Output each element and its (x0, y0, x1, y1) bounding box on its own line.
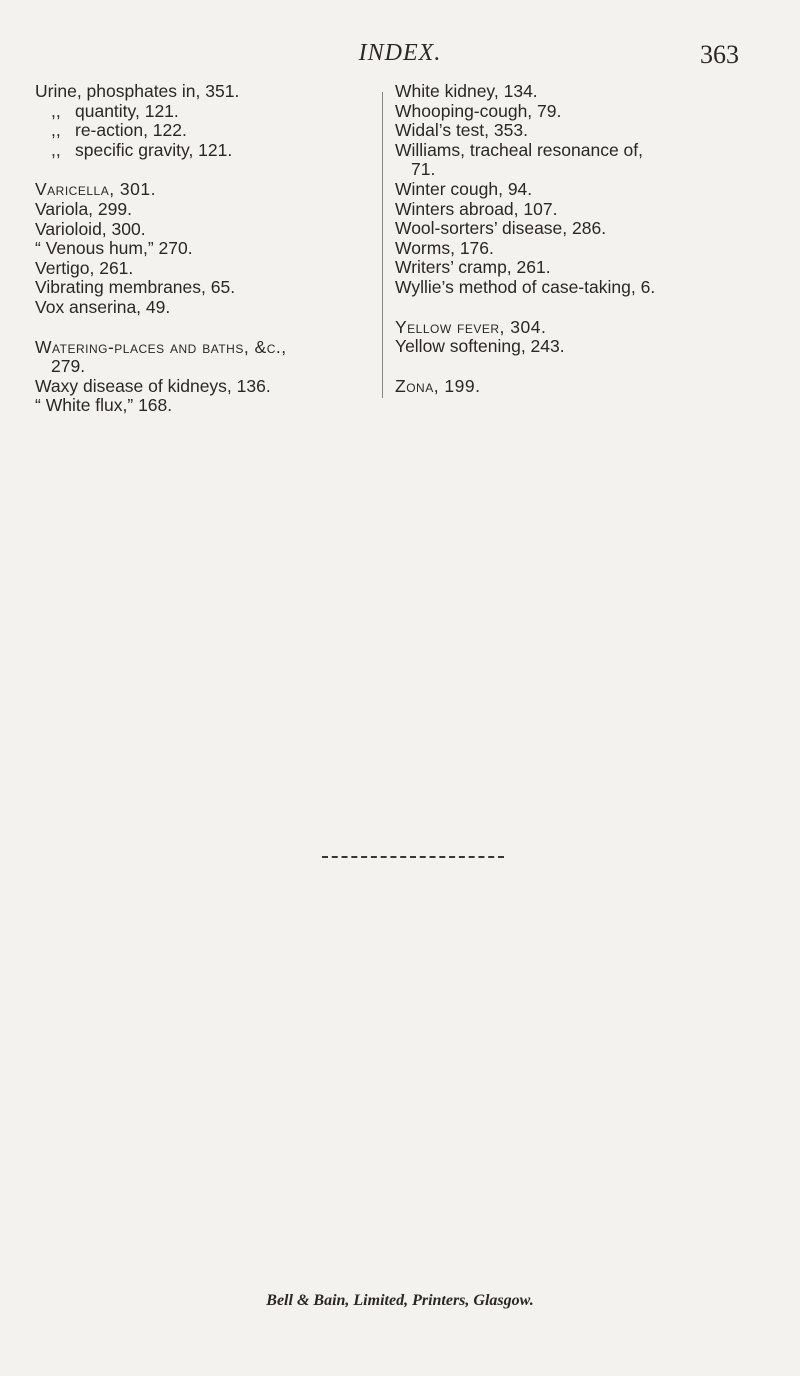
index-entry-continuation: 279. (51, 356, 86, 377)
column-divider (382, 92, 383, 398)
index-column-right (395, 82, 780, 396)
index-entry: Vertigo, 261. (35, 257, 134, 278)
printer-imprint: Bell & Bain, Limited, Printers, Glasgow. (266, 1292, 534, 1309)
index-entry: Zona, 199. (395, 375, 481, 396)
index-entry: White kidney, 134. (395, 81, 538, 101)
index-entry: Writers’ cramp, 261. (395, 257, 551, 278)
index-entry: Worms, 176. (395, 237, 494, 258)
subentry-text: quantity, 121. (75, 100, 179, 121)
index-entry: Waxy disease of kidneys, 136. (35, 375, 271, 396)
subentry-text: specific gravity, 121. (75, 139, 233, 160)
index-entry: Whooping-cough, 79. (395, 100, 562, 121)
index-entry: Wyllie’s method of case-taking, 6. (395, 276, 656, 297)
index-subentry (35, 121, 380, 141)
ditto-mark: ,, (51, 100, 61, 121)
index-entry: Varioloid, 300. (35, 218, 146, 239)
index-entry: Yellow softening, 243. (395, 336, 565, 357)
index-subentry (35, 102, 380, 122)
index-entry-urine: Urine, phosphates in, 351. (35, 81, 240, 101)
index-entry: Williams, tracheal resonance of, (395, 139, 644, 160)
index-entry: “ White flux,” 168. (35, 395, 173, 416)
index-subentry (35, 141, 380, 161)
page-number: 363 (700, 40, 739, 69)
index-entry-continuation: 71. (411, 159, 436, 180)
index-entry: Yellow fever, 304. (395, 316, 547, 337)
index-entry: “ Venous hum,” 270. (35, 238, 193, 259)
index-entry: Wool-sorters’ disease, 286. (395, 218, 607, 239)
index-entry: Varicella, 301. (35, 179, 156, 200)
end-rule (322, 856, 504, 861)
index-entry: Variola, 299. (35, 198, 132, 219)
index-entry: Vox anserina, 49. (35, 296, 171, 317)
index-entry: Winters abroad, 107. (395, 198, 558, 219)
index-title: INDEX. (358, 40, 442, 66)
index-entry: Vibrating membranes, 65. (35, 277, 236, 298)
ditto-mark: ,, (51, 139, 61, 160)
index-entry: Watering-places and baths, &c., (35, 336, 287, 357)
index-column-left (35, 82, 380, 416)
index-entry: Widal’s test, 353. (395, 120, 528, 141)
ditto-mark: ,, (51, 120, 61, 141)
index-entry: Winter cough, 94. (395, 178, 533, 199)
subentry-text: re-action, 122. (75, 120, 187, 141)
